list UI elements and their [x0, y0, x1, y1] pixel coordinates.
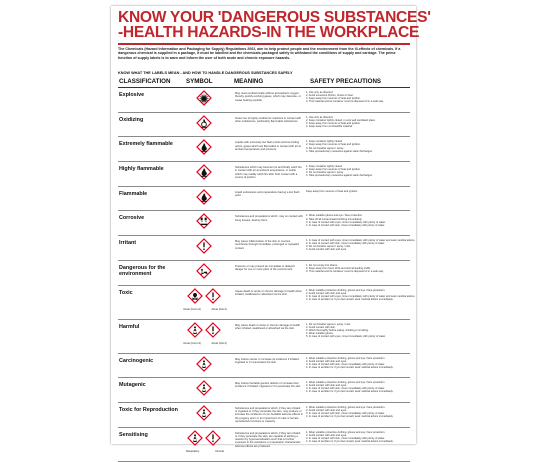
- safety-precautions: [306, 214, 408, 226]
- hazard-classification: Sensitising: [119, 431, 148, 438]
- symbol-captions: [178, 450, 232, 453]
- hazard-symbol: [176, 213, 232, 233]
- safety-precautions: [306, 91, 408, 103]
- precaution-line: 2. Avoid excessive friction, shock or heat.: [306, 94, 354, 98]
- hazard-classification: Mutagenic: [119, 382, 146, 389]
- hazard-symbol: [176, 380, 232, 400]
- intro-paragraph: The Chemicals (Hazard Information and Packaging for Supply) Regulations 2002, aim to help protect people and the environment from the ill-effects of chemicals. If a dangerous chemical is supplied in a package, it must be labelled and the chemicals packaged safely to withstand the conditions of supply and carriage. The prime function of supply labels is to warn and inform the user of both acute and chronic exposure hazards.: [118, 47, 401, 60]
- safety-precautions: [306, 381, 408, 393]
- header-symbol: SYMBOL: [186, 78, 213, 85]
- hazard-row: [118, 113, 410, 138]
- hazard-classification: Toxic: [119, 289, 133, 296]
- hazard-meaning: May react exothermically without atmospheric oxygen, thereby quickly evolving gases, which may detonate, or cause heating explode.: [235, 92, 301, 102]
- hazard-meaning: Substances and preparations which, if they are inhaled or ingested or if they penetrate the skin, may produce or increase the incidence of non-heritable adverse effects in the progeny and / or an impairment of male or female reproductive functions or capacity.: [235, 406, 303, 424]
- precaution-line: 1. Use only as directed.: [306, 115, 334, 119]
- exclamation-pictogram: [205, 322, 221, 338]
- precaution-line: 2. Keep away from sources of heat and ignition.: [306, 168, 361, 172]
- hazard-meaning: Substances and preparations which, if they are inhaled or if they penetrate the skin, are capable of eliciting a reaction by hypersensitisation such that on further exposure to the substance or preparation characteristic adverse effects are produced.: [235, 431, 301, 448]
- hazard-symbol: [176, 139, 232, 159]
- health-hazard-pictogram: [187, 430, 203, 446]
- precaution-line: 1. Keep container tightly closed.: [306, 165, 343, 169]
- hazard-row: [118, 211, 410, 236]
- hazard-row: [118, 187, 410, 212]
- hazard-classification: Extremely flammable: [119, 141, 173, 148]
- precaution-line: 3. Do not breathe vapour / spray.: [306, 146, 344, 150]
- precaution-line: 2. Avoid contact with skin and eyes.: [306, 384, 347, 388]
- precaution-line: 3. In case of contact with skin, rinse immediately with plenty of water.: [306, 387, 386, 391]
- symbol-caption: Acute (Cat 1-3): [183, 341, 201, 345]
- hazard-symbol: [176, 322, 232, 342]
- hazard-symbol: [176, 288, 232, 308]
- precaution-line: 4. Take precautionary measures against static discharges.: [306, 149, 373, 153]
- flame-pictogram: [196, 164, 212, 180]
- flame-pictogram: [196, 189, 212, 205]
- safety-precautions: [306, 140, 408, 152]
- hazard-symbol: [176, 238, 232, 258]
- hazard-meaning: Substances and preparations which, may on contact with living tissues, destroy them.: [235, 215, 303, 222]
- safety-precautions: [306, 288, 416, 301]
- hazard-row: [118, 320, 410, 354]
- precaution-line: 4. Take precautionary measures against static discharges.: [306, 174, 373, 178]
- explosive-pictogram: [196, 90, 212, 106]
- precaution-line: 3. In case of contact with eyes, rinse immediately with plenty of water and seek medical advice.: [306, 294, 416, 298]
- precaution-line: 3. In case of contact with skin, rinse immediately with plenty of water.: [306, 436, 386, 440]
- precaution-line: 1. Wear suitable protective clothing, gloves and eye / face protection.: [306, 356, 386, 360]
- title-rule: [118, 43, 410, 45]
- precaution-line: 2. Avoid contact with skin and eyes.: [306, 359, 347, 363]
- hazard-classification: Corrosive: [119, 215, 145, 222]
- safety-precautions: [306, 239, 416, 252]
- precaution-line: Keep away from sources of heat and ignition.: [306, 189, 358, 193]
- corrosive-pictogram: [196, 213, 212, 229]
- precaution-line: 2. Keep away from sources of heat and ignition.: [306, 143, 361, 147]
- skull-pictogram: [187, 288, 203, 304]
- hazard-symbol: [176, 356, 232, 376]
- precaution-line: 4. This material and its container must be disposed of in a safe way.: [306, 100, 384, 104]
- precaution-line: 4. In case of accident or if you feel unwell, seek medical advice immediately.: [306, 365, 394, 369]
- hazard-row: [118, 137, 410, 162]
- symbol-caption: Acute (Cat 4): [211, 341, 227, 345]
- symbol-caption: Respiratory: [186, 449, 200, 453]
- precaution-line: 4. Wear suitable gloves.: [306, 331, 334, 335]
- precaution-line: 1. Wear suitable protective clothing, gloves and eye / face protection.: [306, 381, 386, 385]
- precaution-line: 2. Avoid contact with skin and eyes.: [306, 433, 347, 437]
- safety-precautions: [306, 323, 408, 338]
- hazard-row: [118, 428, 410, 462]
- safety-precautions: [306, 357, 408, 369]
- precaution-line: 2. Keep container tightly closed, in cool well ventilated place.: [306, 118, 376, 122]
- exclamation-pictogram: [196, 238, 212, 254]
- hazard-meaning: May cause inflammation of the skin or mucous membrane through immediate, prolonged or repeated contact.: [235, 240, 299, 250]
- labels-subheading: KNOW WHAT THE LABELS MEAN - AND HOW TO HANDLE DANGEROUS SUBSTANCES SAFELY: [118, 71, 293, 75]
- precaution-line: 4. Avoid contact with skin and eyes.: [306, 248, 347, 252]
- precaution-line: 1. Do not breathe vapour / spray / mist.: [306, 322, 351, 326]
- oxidizing-pictogram: [196, 115, 212, 131]
- symbol-captions: [178, 342, 232, 345]
- hazard-classification: Oxidizing: [119, 116, 144, 123]
- symbol-caption: Acute (Cat 1-3): [183, 307, 201, 311]
- precaution-line: 4. In case of accident or if you feel unwell, seek medical advice immediately.: [306, 439, 394, 443]
- symbol-captions: [178, 308, 232, 311]
- poster-title-line2: -HEALTH HAZARDS-IN THE WORKPLACE: [118, 24, 420, 41]
- hazard-meaning: Liquids with extremely low flash points and low boiling points, gases which are flammable in contact with air at ambient temperature and pressure.: [235, 141, 301, 151]
- hazard-classification: Flammable: [119, 190, 148, 197]
- precaution-line: 1. Do not empty into drains.: [306, 263, 338, 267]
- poster-title-line1: KNOW YOUR 'DANGEROUS SUBSTANCES': [118, 9, 431, 26]
- health-hazard-pictogram: [196, 356, 212, 372]
- precaution-line: 2. Keep away from food, drink and animal feeding stuffs.: [306, 266, 371, 270]
- precaution-line: 4. In case of accident or if you feel unwell, seek medical advice immediately.: [306, 390, 394, 394]
- precaution-line: 4. In case of contact with skin, rinse immediately with plenty of water.: [306, 223, 386, 227]
- precaution-line: 1. In case of contact with eyes, rinse immediately with plenty of water and seek medical advice.: [306, 239, 416, 243]
- precaution-line: 3. Keep away from sources of heat and ignition.: [306, 97, 361, 101]
- precaution-line: 5. In case of contact with eyes, rinse immediately with plenty of water.: [306, 334, 386, 338]
- symbol-caption: Dermal: [215, 449, 224, 453]
- hazard-symbol: [176, 115, 232, 135]
- hazard-classification: Highly flammable: [119, 166, 164, 173]
- symbol-caption: Acute (Cat 4): [211, 307, 227, 311]
- precaution-line: 4. Keep away from combustible material.: [306, 124, 353, 128]
- safety-precautions: [306, 264, 408, 273]
- hazard-row: [118, 162, 410, 187]
- hazard-row: [118, 236, 416, 261]
- exclamation-pictogram: [205, 288, 221, 304]
- hazard-meaning: May induce heritable genetic defects or increase their incidence if inhaled, ingested or if it penetrates the skin.: [235, 382, 302, 389]
- hazard-symbol: [176, 189, 232, 209]
- health-hazard-pictogram: [187, 322, 203, 338]
- precaution-line: 3. This material and its container must be disposed of in a safe way.: [306, 270, 384, 273]
- precaution-line: 2. In case of contact with skin, rinse immediately with plenty of water.: [306, 242, 386, 246]
- header-safety: SAFETY PRECAUTIONS: [310, 78, 382, 85]
- hazard-classification: Dangerous for the environment: [119, 264, 166, 278]
- precaution-line: 1. Wear suitable protective clothing, gloves and eye / face protection.: [306, 405, 386, 409]
- precaution-line: 3. Keep away from sources of heat and ignition.: [306, 121, 361, 125]
- precaution-line: 2. Avoid contact with skin and eyes.: [306, 291, 347, 295]
- hazard-meaning: Liquid substances and preparations having a low flash point.: [235, 190, 300, 198]
- exclamation-pictogram: [205, 430, 221, 446]
- safety-precautions: [306, 165, 408, 177]
- hazard-row: [118, 88, 410, 113]
- precaution-line: 3. Wash thoroughly before eating, drinking or smoking.: [306, 328, 369, 332]
- precaution-line: 4. In case of accident or if you feel unwell, seek medical advice immediately.: [306, 415, 394, 419]
- flame-pictogram: [196, 139, 212, 155]
- precaution-line: 1. Use only as directed.: [306, 91, 334, 94]
- hazard-classification: Irritant: [119, 240, 137, 247]
- hazard-symbol: [176, 90, 232, 110]
- safety-precautions: [306, 190, 408, 193]
- precaution-line: 3. In case of contact with skin, rinse immediately with plenty of water.: [306, 412, 386, 416]
- hazard-row: [118, 403, 410, 428]
- hazard-classification: Explosive: [119, 92, 145, 98]
- precaution-line: 3. In case of contact with skin, rinse immediately with plenty of water.: [306, 362, 386, 366]
- hazard-meaning: Gives rise to highly exothermic reactions in contact with other substances, particularly flammable substances.: [235, 116, 302, 123]
- header-meaning: MEANING: [234, 78, 264, 85]
- hazard-row: [118, 378, 410, 403]
- precaution-line: 1. Keep container tightly closed.: [306, 140, 343, 144]
- environment-pictogram: [196, 263, 212, 279]
- precaution-line: 2. Avoid contact with skin and eyes.: [306, 408, 347, 412]
- precaution-line: 2. Avoid contact with skin.: [306, 325, 336, 329]
- hazard-row: [118, 354, 410, 379]
- hazard-symbol: [176, 405, 232, 425]
- safety-precautions: [306, 431, 408, 443]
- hazard-meaning: Cause death or acute or chronic damage to health when inhaled, swallowed or absorbed via the skin.: [235, 289, 302, 296]
- precaution-line: 3. Do not breathe vapour / spray / mist.: [306, 245, 351, 249]
- precaution-line: 1. Wear suitable protective clothing, gloves and eye / face protection.: [306, 288, 386, 292]
- hazard-classification: Harmful: [119, 323, 140, 330]
- health-hazard-pictogram: [196, 380, 212, 396]
- hazard-symbol: [176, 430, 232, 450]
- hazard-symbol: [176, 164, 232, 184]
- hazard-meaning: May cause death or acute or chronic damage to health when inhaled, swallowed or absorbed via the skin.: [235, 323, 300, 330]
- hazard-meaning: Presents or may present an immediate or delayed danger for one or more parts of the environment.: [235, 264, 295, 272]
- hazard-symbol: [176, 263, 232, 283]
- hazard-table: [118, 88, 416, 462]
- safety-precautions: [306, 406, 408, 418]
- precaution-line: 2. Take off all contaminated clothing immediately.: [306, 217, 363, 221]
- precaution-line: 1. Wear suitable gloves and eye / face protection.: [306, 214, 363, 218]
- health-hazard-pictogram: [196, 405, 212, 421]
- hazard-classification: Toxic for Reproduction: [119, 406, 178, 413]
- precaution-line: 3. Do not breathe vapour / spray.: [306, 171, 344, 175]
- hazard-classification: Carcinogenic: [119, 357, 154, 364]
- precaution-line: 1. Wear suitable protective clothing, gloves and eye / face protection.: [306, 430, 386, 434]
- hazard-row: [118, 261, 410, 286]
- header-classification: CLASSIFICATION: [119, 78, 171, 85]
- precaution-line: 3. In case of contact with eyes, rinse immediately with plenty of water.: [306, 220, 386, 224]
- hazard-row: [118, 286, 416, 320]
- hazard-meaning: Substances which may become hot and finally catch fire in contact with air at ambient temperature, or solids which may readily catch fire after brief contact with a source of ignition.: [235, 166, 302, 179]
- hazard-poster: [111, 6, 431, 453]
- safety-precautions: [306, 116, 408, 128]
- hazard-meaning: May induce cancer or increase its incidence if inhaled, ingested or if it penetrates the skin.: [235, 357, 300, 364]
- precaution-line: 4. In case of accident or if you feel unwell, seek medical advice immediately.: [306, 297, 394, 301]
